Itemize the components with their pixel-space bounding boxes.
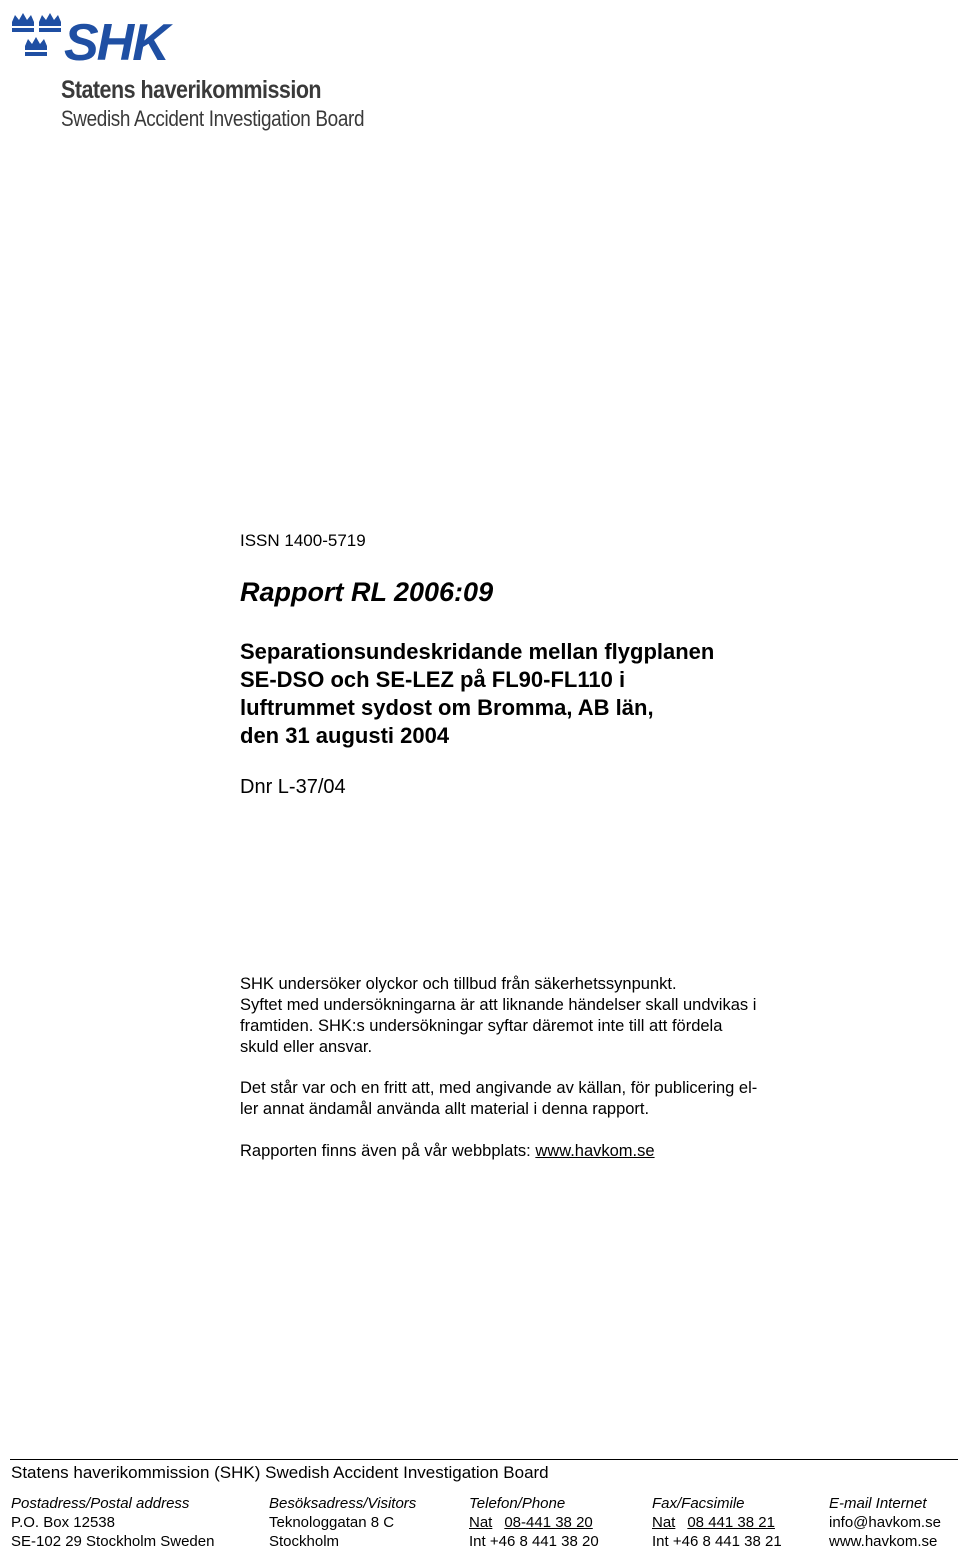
paragraph-line: ler annat ändamål använda allt material i denna rapport.: [240, 1100, 650, 1118]
visitors-heading: Besöksadress/Visitors: [269, 1495, 417, 1512]
footer-fax: [652, 1494, 782, 1551]
paragraph-line: framtiden. SHK:s undersökningar syftar däremot inte till att fördela: [240, 1017, 723, 1035]
phone-international: Int +46 8 441 38 20: [469, 1533, 599, 1550]
postal-heading: Postadress/Postal address: [11, 1495, 190, 1512]
visitors-line: Teknologgatan 8 C: [269, 1514, 395, 1531]
fax-national: Nat 08 441 38 21: [652, 1514, 775, 1531]
org-name-sv: Statens haverikommission: [61, 76, 322, 104]
diary-number: Dnr L-37/04: [240, 776, 346, 798]
footer-email: [829, 1494, 941, 1551]
fax-heading: Fax/Facsimile: [652, 1495, 745, 1512]
email-address[interactable]: info@havkom.se: [829, 1514, 941, 1531]
report-title: Rapport RL 2006:09: [240, 577, 494, 607]
paragraph-line: Syftet med undersökningarna är att liknande händelser skall undvikas i: [240, 996, 757, 1014]
paragraph-line: Det står var och en fritt att, med angivande av källan, för publicering el-: [240, 1079, 758, 1097]
shk-logo: [10, 12, 365, 131]
footer-visitors: [269, 1494, 416, 1551]
subject-line: den 31 augusti 2004: [240, 723, 450, 748]
visitors-line: Stockholm: [269, 1533, 340, 1550]
fax-international: Int +46 8 441 38 21: [652, 1533, 782, 1550]
phone-national: Nat 08-441 38 20: [469, 1514, 593, 1531]
website-address[interactable]: www.havkom.se: [829, 1533, 938, 1550]
subject-line: luftrummet sydost om Bromma, AB län,: [240, 695, 654, 720]
footer-phone: [469, 1494, 599, 1551]
purpose-paragraph: [240, 974, 840, 1058]
paragraph-line: SHK undersöker olyckor och tillbud från säkerhetssynpunkt.: [240, 975, 677, 993]
subject-line: SE-DSO och SE-LEZ på FL90-FL110 i: [240, 667, 626, 692]
footer-postal: [11, 1494, 214, 1551]
website-link[interactable]: www.havkom.se: [535, 1142, 655, 1160]
postal-line: P.O. Box 12538: [11, 1514, 115, 1531]
report-subject: [240, 638, 840, 750]
phone-heading: Telefon/Phone: [469, 1495, 566, 1512]
three-crowns-logo-icon: [10, 12, 210, 74]
footer-divider: [10, 1459, 958, 1460]
footer-org: Statens haverikommission (SHK) Swedish Accident Investigation Board: [11, 1463, 549, 1482]
org-name-en: Swedish Accident Investigation Board: [61, 106, 365, 131]
postal-line: SE-102 29 Stockholm Sweden: [11, 1533, 215, 1550]
issn: ISSN 1400-5719: [240, 531, 366, 550]
website-text: Rapporten finns även på vår webbplats:: [240, 1142, 536, 1160]
usage-paragraph: [240, 1078, 840, 1120]
subject-line: Separationsundeskridande mellan flygplanen: [240, 639, 715, 664]
paragraph-line: skuld eller ansvar.: [240, 1038, 373, 1056]
email-heading: E-mail Internet: [829, 1495, 927, 1512]
shk-wordmark: SHK: [64, 14, 168, 72]
website-paragraph: [240, 1141, 840, 1162]
